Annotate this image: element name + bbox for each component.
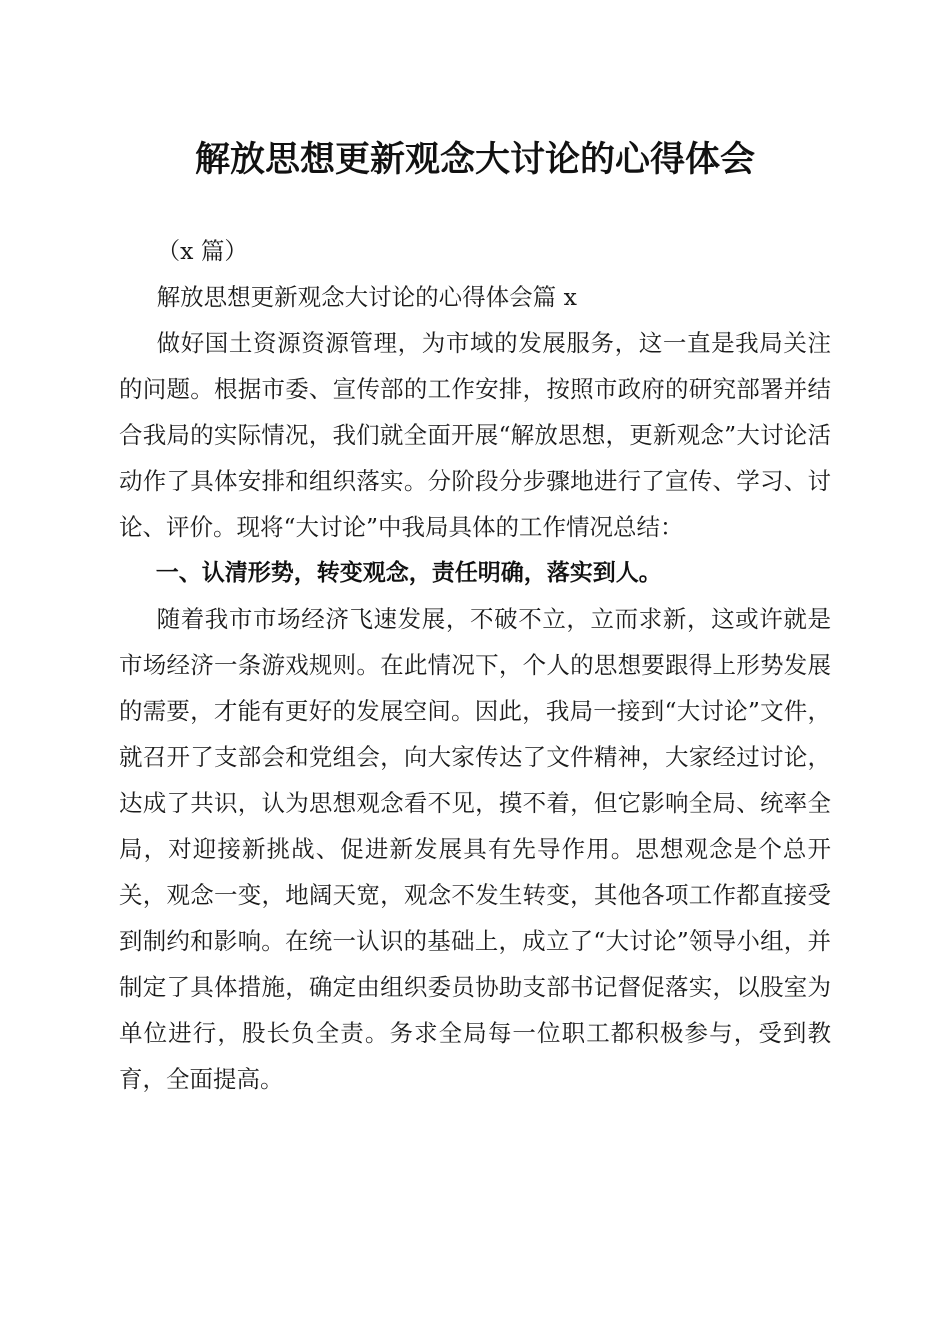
document-subtitle: （x 篇）	[156, 237, 248, 265]
paragraph-intro: 做好国土资源资源管理，为市域的发展服务，这一直是我局关注的问题。根据市委、宣传部的工作安排，按照市政府的研究部署并结合我局的实际情况，我们就全面开展“解放思想，更新观念”大讨论活动作了具体安排和组织落实。分阶段分步骤地进行了宣传、学习、讨论、评价。现将“大讨论”中我局具体的工作情况总结：	[119, 329, 831, 541]
document-title: 解放思想更新观念大讨论的心得体会	[194, 139, 755, 180]
section-heading-1: 一、认清形势，转变观念，责任明确，落实到人。	[155, 560, 662, 586]
paragraph-section-1: 随着我市市场经济飞速发展，不破不立，立而求新，这或许就是市场经济一条游戏规则。在此情况下，个人的思想要跟得上形势发展的需要，才能有更好的发展空间。因此，我局一接到“大讨论”文件，就召开了支部会和党组会，向大家传达了文件精神，大家经过讨论，达成了共识，认为思想观念看不见，摸不着，但它影响全局、统率全局，对迎接新挑战、促进新发展具有先导作用。思想观念是个总开关，观念一变，地阔天宽，观念不发生转变，其他各项工作都直接受到制约和影响。在统一认识的基础上，成立了“大讨论”领导小组，并制定了具体措施，确定由组织委员协助支部书记督促落实，以股室为单位进行，股长负全责。务求全局每一位职工都积极参与，受到教育，全面提高。	[119, 605, 831, 1093]
section-label: 解放思想更新观念大讨论的心得体会篇 x	[156, 283, 577, 311]
document-body	[119, 228, 831, 1102]
